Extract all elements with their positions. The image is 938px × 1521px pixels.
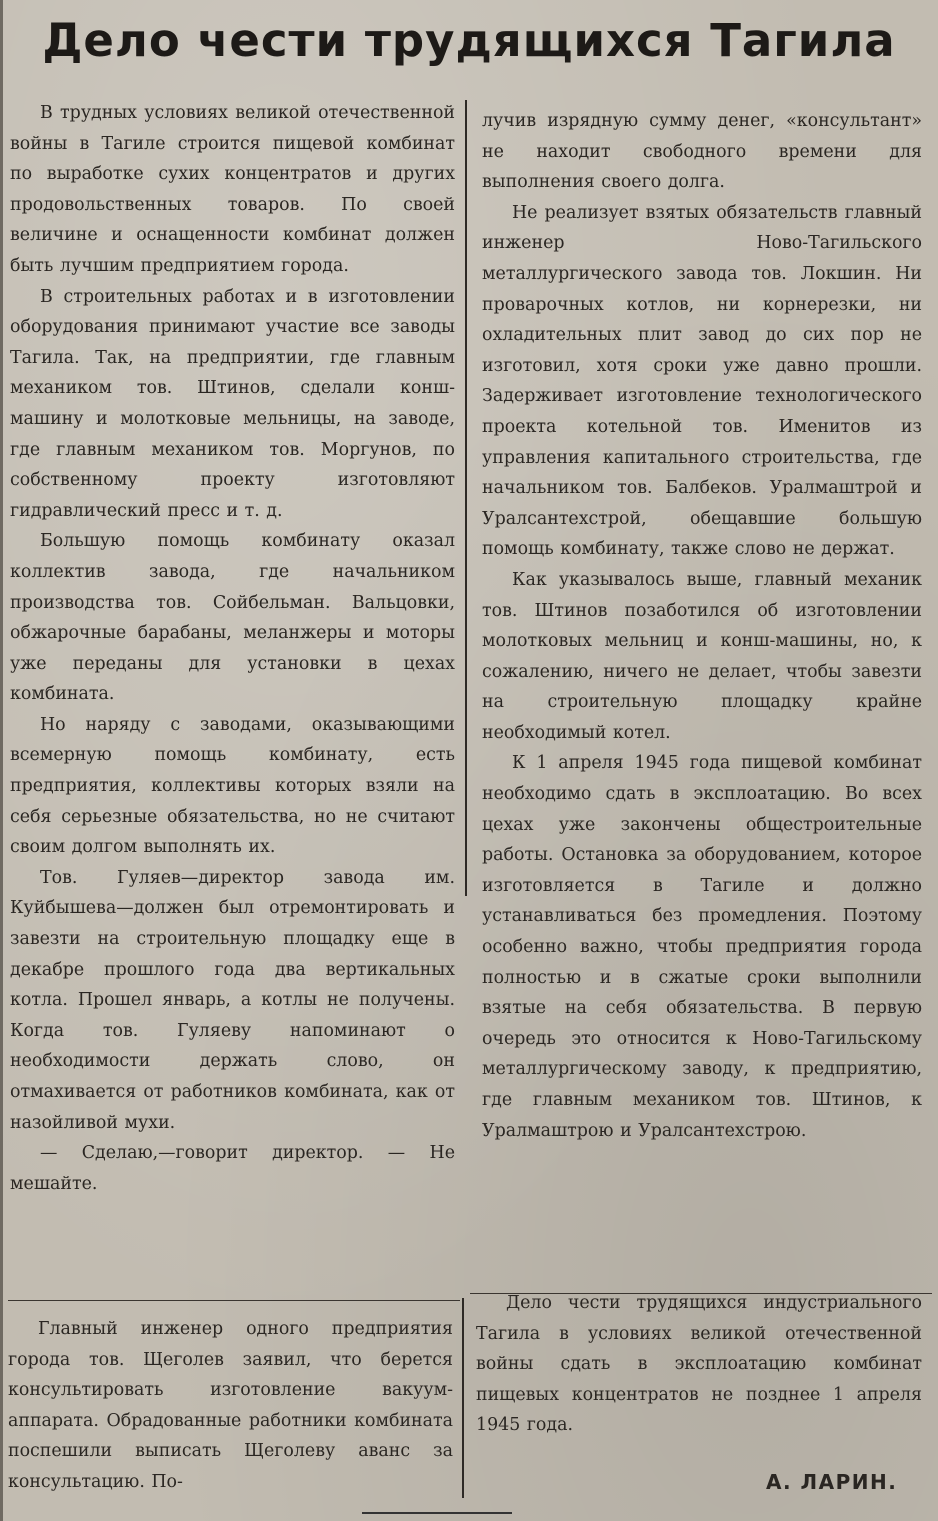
paragraph: — Сделаю,—говорит директор. — Не мешайте. [10, 1143, 455, 1194]
author-signature: А. ЛАРИН. [766, 1470, 898, 1494]
bottom-ornament-rule [362, 1512, 512, 1514]
left-column-lower [8, 1314, 453, 1499]
paragraph: Большую помощь комбинату оказал коллектив завода, где начальником производства тов. Сойбельман. Вальцовки, обжарочные барабаны, меланжеры и моторы уже переданы для установки в цехах комбината. [10, 531, 455, 705]
right-column [482, 106, 922, 1292]
paragraph: В строительных работах и в изготовлении оборудования принимают участие все заводы Тагила. Так, на предприятии, где главным механиком тов. Штинов, сделали конш-машину и молотковые мельницы, на заводе, где главным механиком тов. Моргунов, по собственному проекту изготовляют гидравлический пресс и т. д. [10, 286, 455, 521]
paragraph: Главный инженер одного предприятия города тов. Щеголев заявил, что берется консультировать изготовление вакуум-аппарата. Обрадованные работники комбината поспешили выписать Щеголеву аванс за консультацию. По- [8, 1319, 453, 1492]
paragraph: Не реализует взятых обязательств главный инженер Ново-Тагильского металлургического завода тов. Локшин. Ни проварочных котлов, ни корнерезки, ни охладительных плит завод до сих пор не изготовил, хотя сроки уже давно прошли. Задерживает изготовление технологического проекта котельной тов. Именитов из управления капитального строительства, где начальником тов. Балбеков. Уралмаштрой и Уралсантехстрой, обещавшие большую помощь комбинату, также слово не держат. [482, 202, 922, 560]
paragraph: лучив изрядную сумму денег, «консультант» не находит свободного времени для выполнения своего долга. [482, 111, 922, 193]
paragraph: В трудных условиях великой отечественной войны в Тагиле строится пищевой комбинат по выработке сухих концентратов и других продовольственных товаров. По своей величине и оснащенности комбинат должен быть лучшим предприятием города. [10, 103, 455, 276]
right-column-lower [476, 1288, 922, 1438]
section-divider-left [8, 1300, 460, 1301]
column-rule-upper [465, 100, 467, 896]
column-rule-lower [462, 1298, 464, 1498]
page-edge-shadow [0, 0, 3, 1521]
headline: Дело чести трудящихся Тагила [42, 14, 896, 67]
paragraph: К 1 апреля 1945 года пищевой комбинат необходимо сдать в эксплоатацию. Во всех цехах уже закончены общестроительные работы. Остановка за оборудованием, которое изготовляется в Тагиле и должно устанавливаться без промедления. Поэтому особенно важно, чтобы предприятия города полностью и в сжатые сроки выполнили взятые на себя обязательства. В первую очередь это относится к Ново-Тагильскому металлургическому заводу, к предприятию, где главным механиком тов. Штинов, к Уралмаштрою и Уралсантехстрою. [482, 753, 922, 1141]
left-column [10, 98, 455, 1288]
paragraph: Как указывалось выше, главный механик тов. Штинов позаботился об изготовлении молотковых мельниц и конш-машины, но, к сожалению, ничего не делает, чтобы завезти на строительную площадку крайне необходимый котел. [482, 569, 922, 743]
paragraph: Тов. Гуляев—директор завода им. Куйбышева—должен был отремонтировать и завезти на строительную площадку еще в декабре прошлого года два вертикальных котла. Прошел январь, а котлы не получены. Когда тов. Гуляеву напоминают о необходимости держать слово, он отмахивается от работников комбината, как от назойливой мухи. [10, 867, 455, 1133]
paragraph: Дело чести трудящихся индустриального Тагила в условиях великой отечественной войны сдать в эксплоатацию комбинат пищевых концентратов не позднее 1 апреля 1945 года. [476, 1293, 922, 1436]
paragraph: Но наряду с заводами, оказывающими всемерную помощь комбинату, есть предприятия, коллективы которых взяли на себя серьезные обязательства, но не считают своим долгом выполнять их. [10, 714, 455, 858]
